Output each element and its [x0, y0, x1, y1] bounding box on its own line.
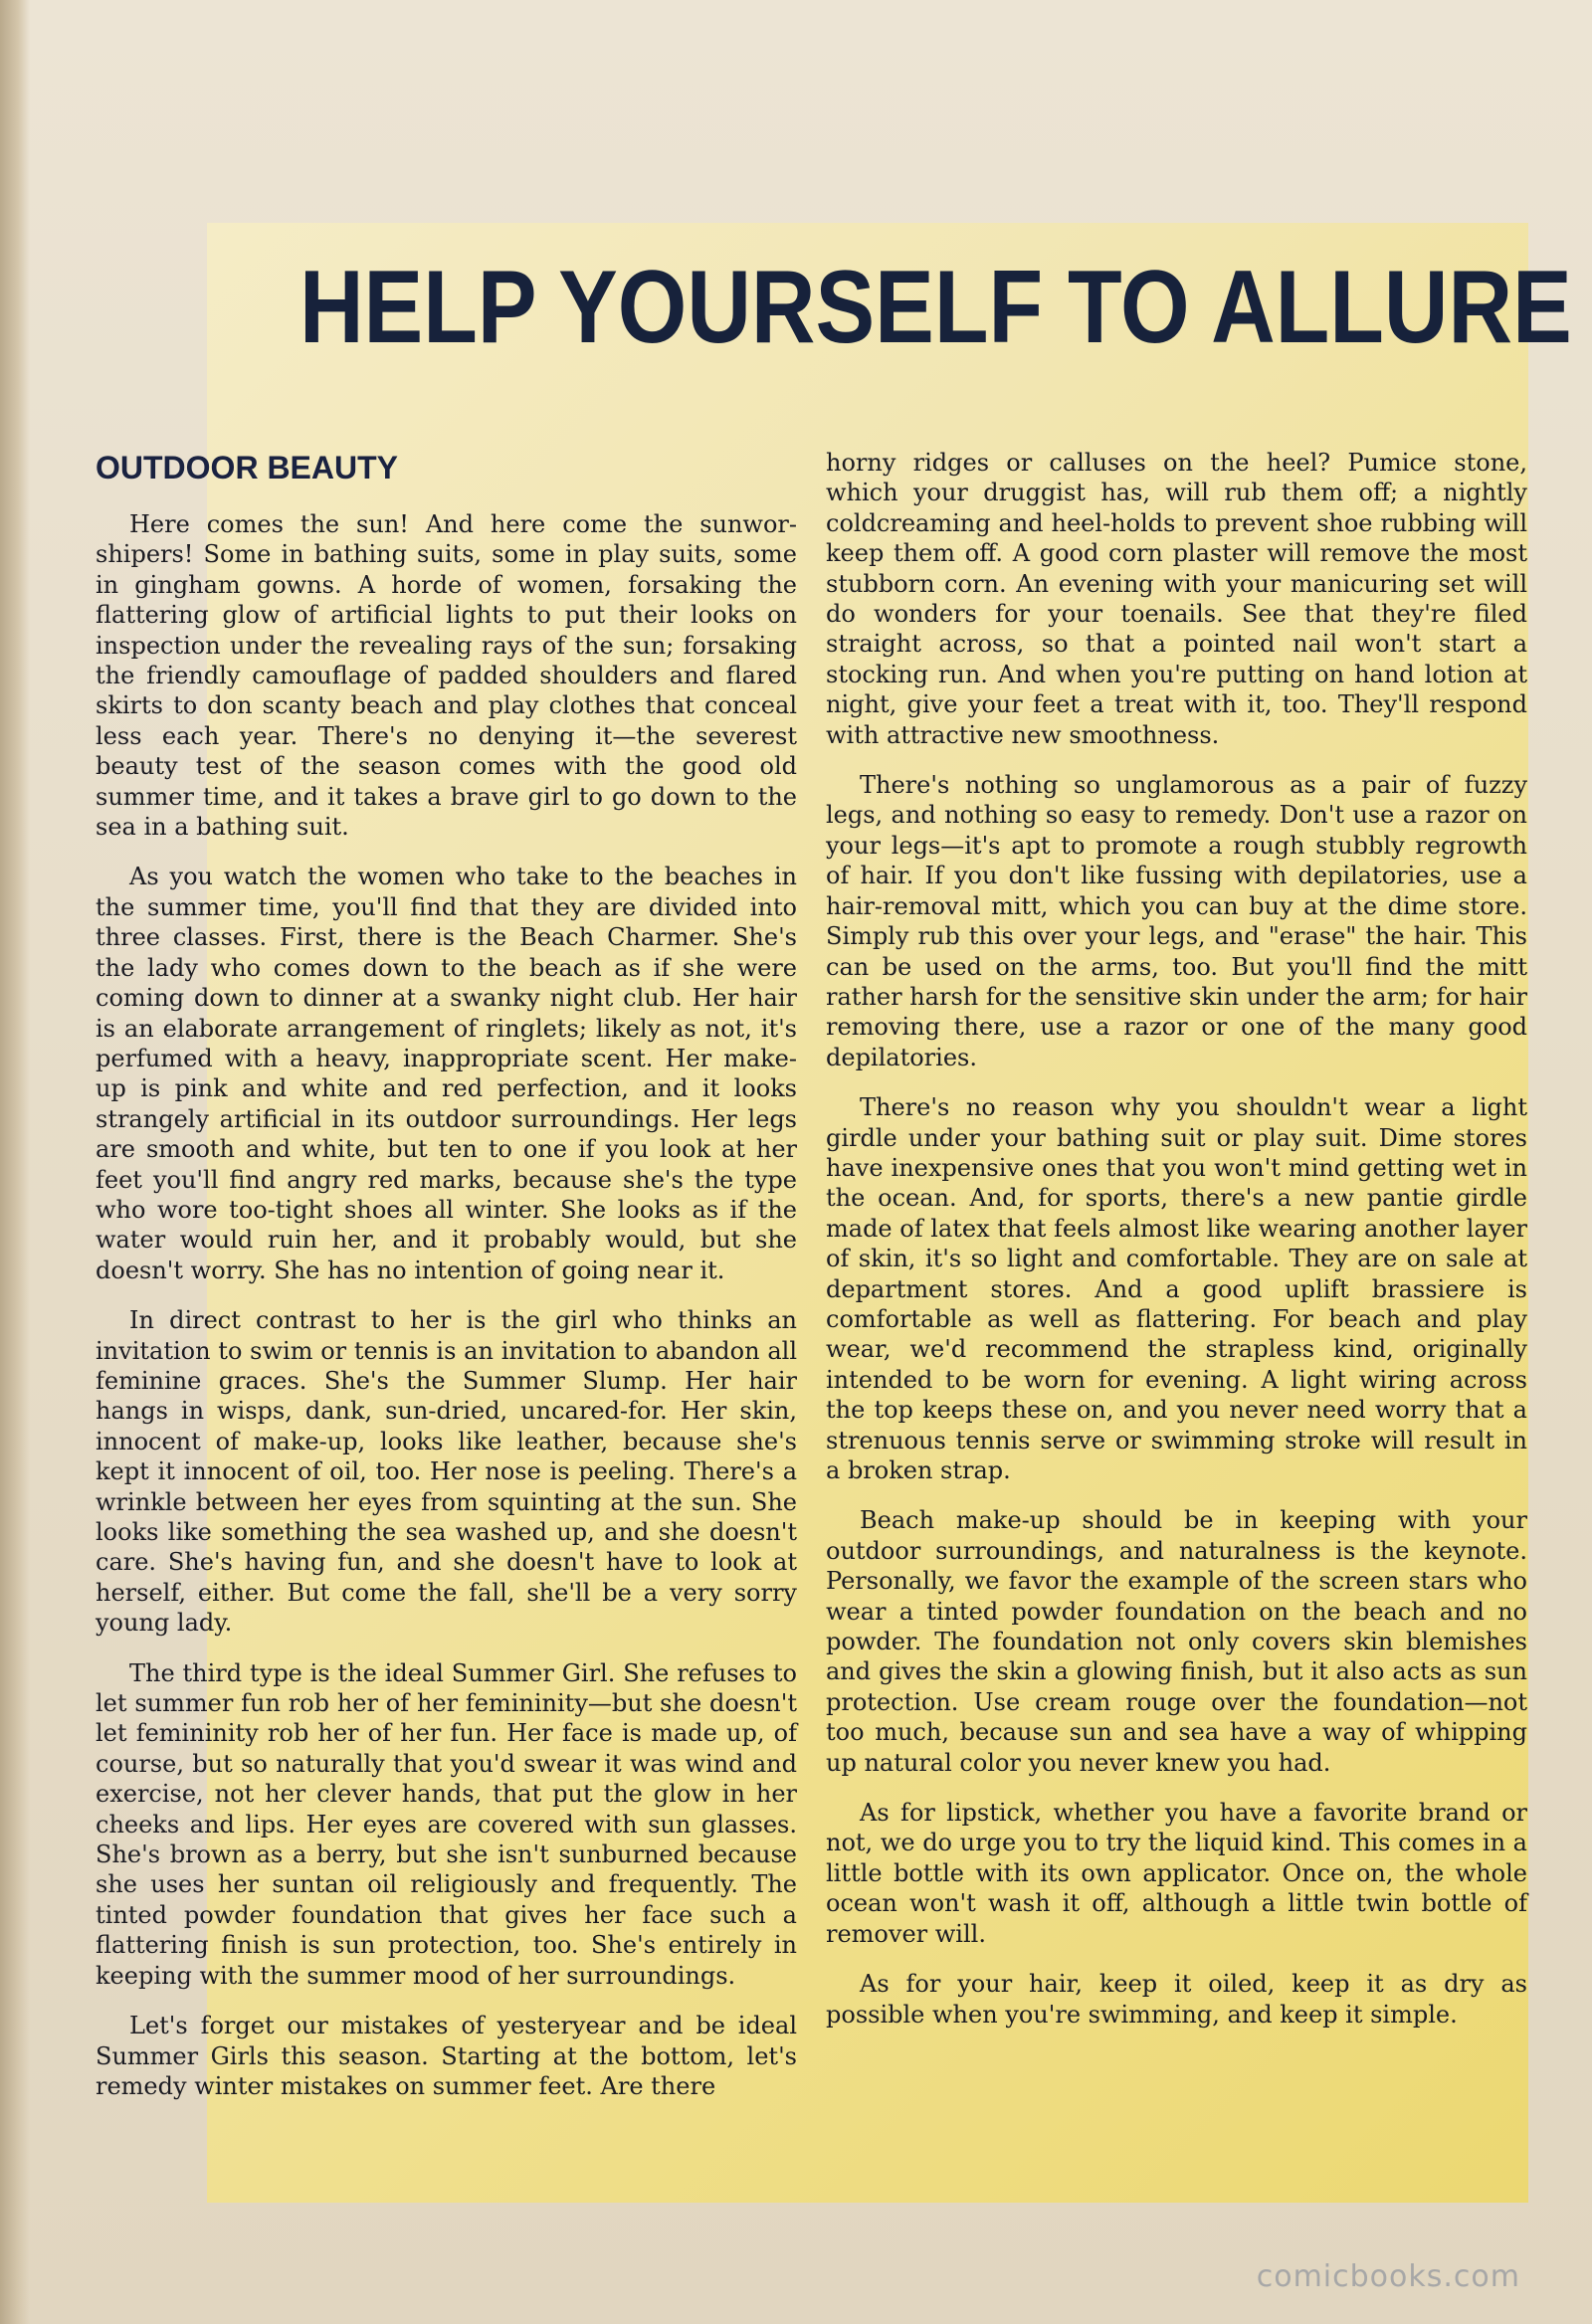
paragraph: There's no reason why you shouldn't wear a light girdle under your bathing suit or play suit. Dime stores have inexpensive ones that you won't mind getting wet in the ocean. And, for sports, there's a new pantie girdle made of latex that feels almost like wearing another layer of skin, it's so light and comfortable. They are on sale at department stores. And a good uplift brassiere is comfortable as well as flattering. For beach and play wear, we'd recommend the strapless kind, originally intended to be worn for evening. A light wiring across the top keeps these on, and you never need worry that a strenuous tennis serve or swimming stroke will result in a broken strap. [826, 1093, 1527, 1484]
paragraph: There's nothing so unglamorous as a pair of fuzzy legs, and nothing so easy to remedy. Don't use a razor on your legs—it's apt to promote a rough stubbly regrowth of hair. If you don't like fussing with depilatories, use a hair-removal mitt, which you can buy at the dime store. Simply rub this over your legs, and "erase" the hair. This can be used on the arms, too. But you'll find the mitt rather harsh for the sensitive skin under the arm; for hair removing there, use a razor or one of the many good depilatories. [826, 771, 1527, 1071]
paragraph: horny ridges or calluses on the heel? Pumice stone, which your druggist has, will rub them off; a nightly coldcreaming and heel-holds to prevent shoe rubbing will keep them off. A good corn plaster will remove the most stubborn corn. An evening with your manicuring set will do wonders for your toenails. See that they're filed straight across, so that a pointed nail won't start a stocking run. And when you're putting on hand lotion at night, give your feet a treat with it, too. They'll respond with attractive new smoothness. [826, 449, 1527, 749]
article-title: HELP YOURSELF TO ALLURE [298, 250, 1572, 365]
paragraph: In direct contrast to her is the girl who thinks an invitation to swim or tennis is an invitation to abandon all feminine graces. She's the Summer Slump. Her hair hangs in wisps, dank, sun-dried, uncared-for. Her skin, innocent of make-up, looks like leather, because she's kept it innocent of oil, too. Her nose is peeling. There's a wrinkle between her eyes from squinting at the sun. She looks like something the sea washed up, and she doesn't care. She's having fun, and she doesn't have to look at herself, either. But come the fall, she'll be a very sorry young lady. [96, 1306, 797, 1638]
paragraph: As for your hair, keep it oiled, keep it as dry as possible when you're swimming, and keep it simple. [826, 1970, 1527, 2029]
paragraph: Here comes the sun! And here come the sunworshipers! Some in bathing suits, some in play suits, some in gingham gowns. A horde of women, forsaking the flattering glow of artificial lights to put their looks on inspection under the revealing rays of the sun; forsaking the friendly camouflage of padded shoulders and flared skirts to don scanty beach and play clothes that conceal less each year. There's no denying it—the severest beauty test of the season comes with the good old summer time, and it takes a brave girl to go down to the sea in a bathing suit. [96, 510, 797, 842]
paragraph: Beach make-up should be in keeping with your outdoor surroundings, and naturalness is the keynote. Personally, we favor the example of the screen stars who wear a tinted powder foundation on the beach and no powder. The foundation not only covers skin blemishes and gives the skin a glowing finish, but it also acts as sun protection. Use cream rouge over the foundation—not too much, because sun and sea have a way of whipping up natural color you never knew you had. [826, 1506, 1527, 1777]
paragraph: Let's forget our mistakes of yesteryear and be ideal Summer Girls this season. Starting at the bottom, let's remedy winter mistakes on summer feet. Are there [96, 2012, 797, 2100]
paragraph: As for lipstick, whether you have a favorite brand or not, we do urge you to try the liquid kind. This comes in a little bottle with its own applicator. Once on, the whole ocean won't wash it off, although a little twin bottle of remover will. [826, 1799, 1527, 1948]
right-column-text [826, 448, 1527, 2049]
paragraph: As you watch the women who take to the beaches in the summer time, you'll find that they are divided into three classes. First, there is the Beach Charmer. She's the lady who comes down to the beach as if she were coming down to dinner at a swanky night club. Her hair is an elaborate arrangement of ringlets; likely as not, it's perfumed with a heavy, inappropriate scent. Her make-up is pink and white and red perfection, and it looks strangely artificial in its outdoor surroundings. Her legs are smooth and white, but ten to one if you look at her feet you'll find angry red marks, because she's the type who wore too-tight shoes all winter. She looks as if the water would ruin her, and it probably would, but she doesn't worry. She has no intention of going near it. [96, 863, 797, 1284]
page-spine-shadow [0, 0, 30, 2324]
watermark: comicbooks.com [1256, 2259, 1520, 2294]
left-column-text [96, 448, 797, 2121]
paragraph: The third type is the ideal Summer Girl. She refuses to let summer fun rob her of her femininity—but she doesn't let femininity rob her of her fun. Her face is made up, of course, but so naturally that you'd swear it was wind and exercise, not her clever hands, that put the glow in her cheeks and lips. Her eyes are covered with sun glasses. She's brown as a berry, but she isn't sunburned because she uses her suntan oil religiously and frequently. The tinted powder foundation that gives her face such a flattering finish is sun protection, too. She's entirely in keeping with the summer mood of her surroundings. [96, 1658, 797, 1990]
section-heading: OUTDOOR BEAUTY [96, 450, 398, 485]
